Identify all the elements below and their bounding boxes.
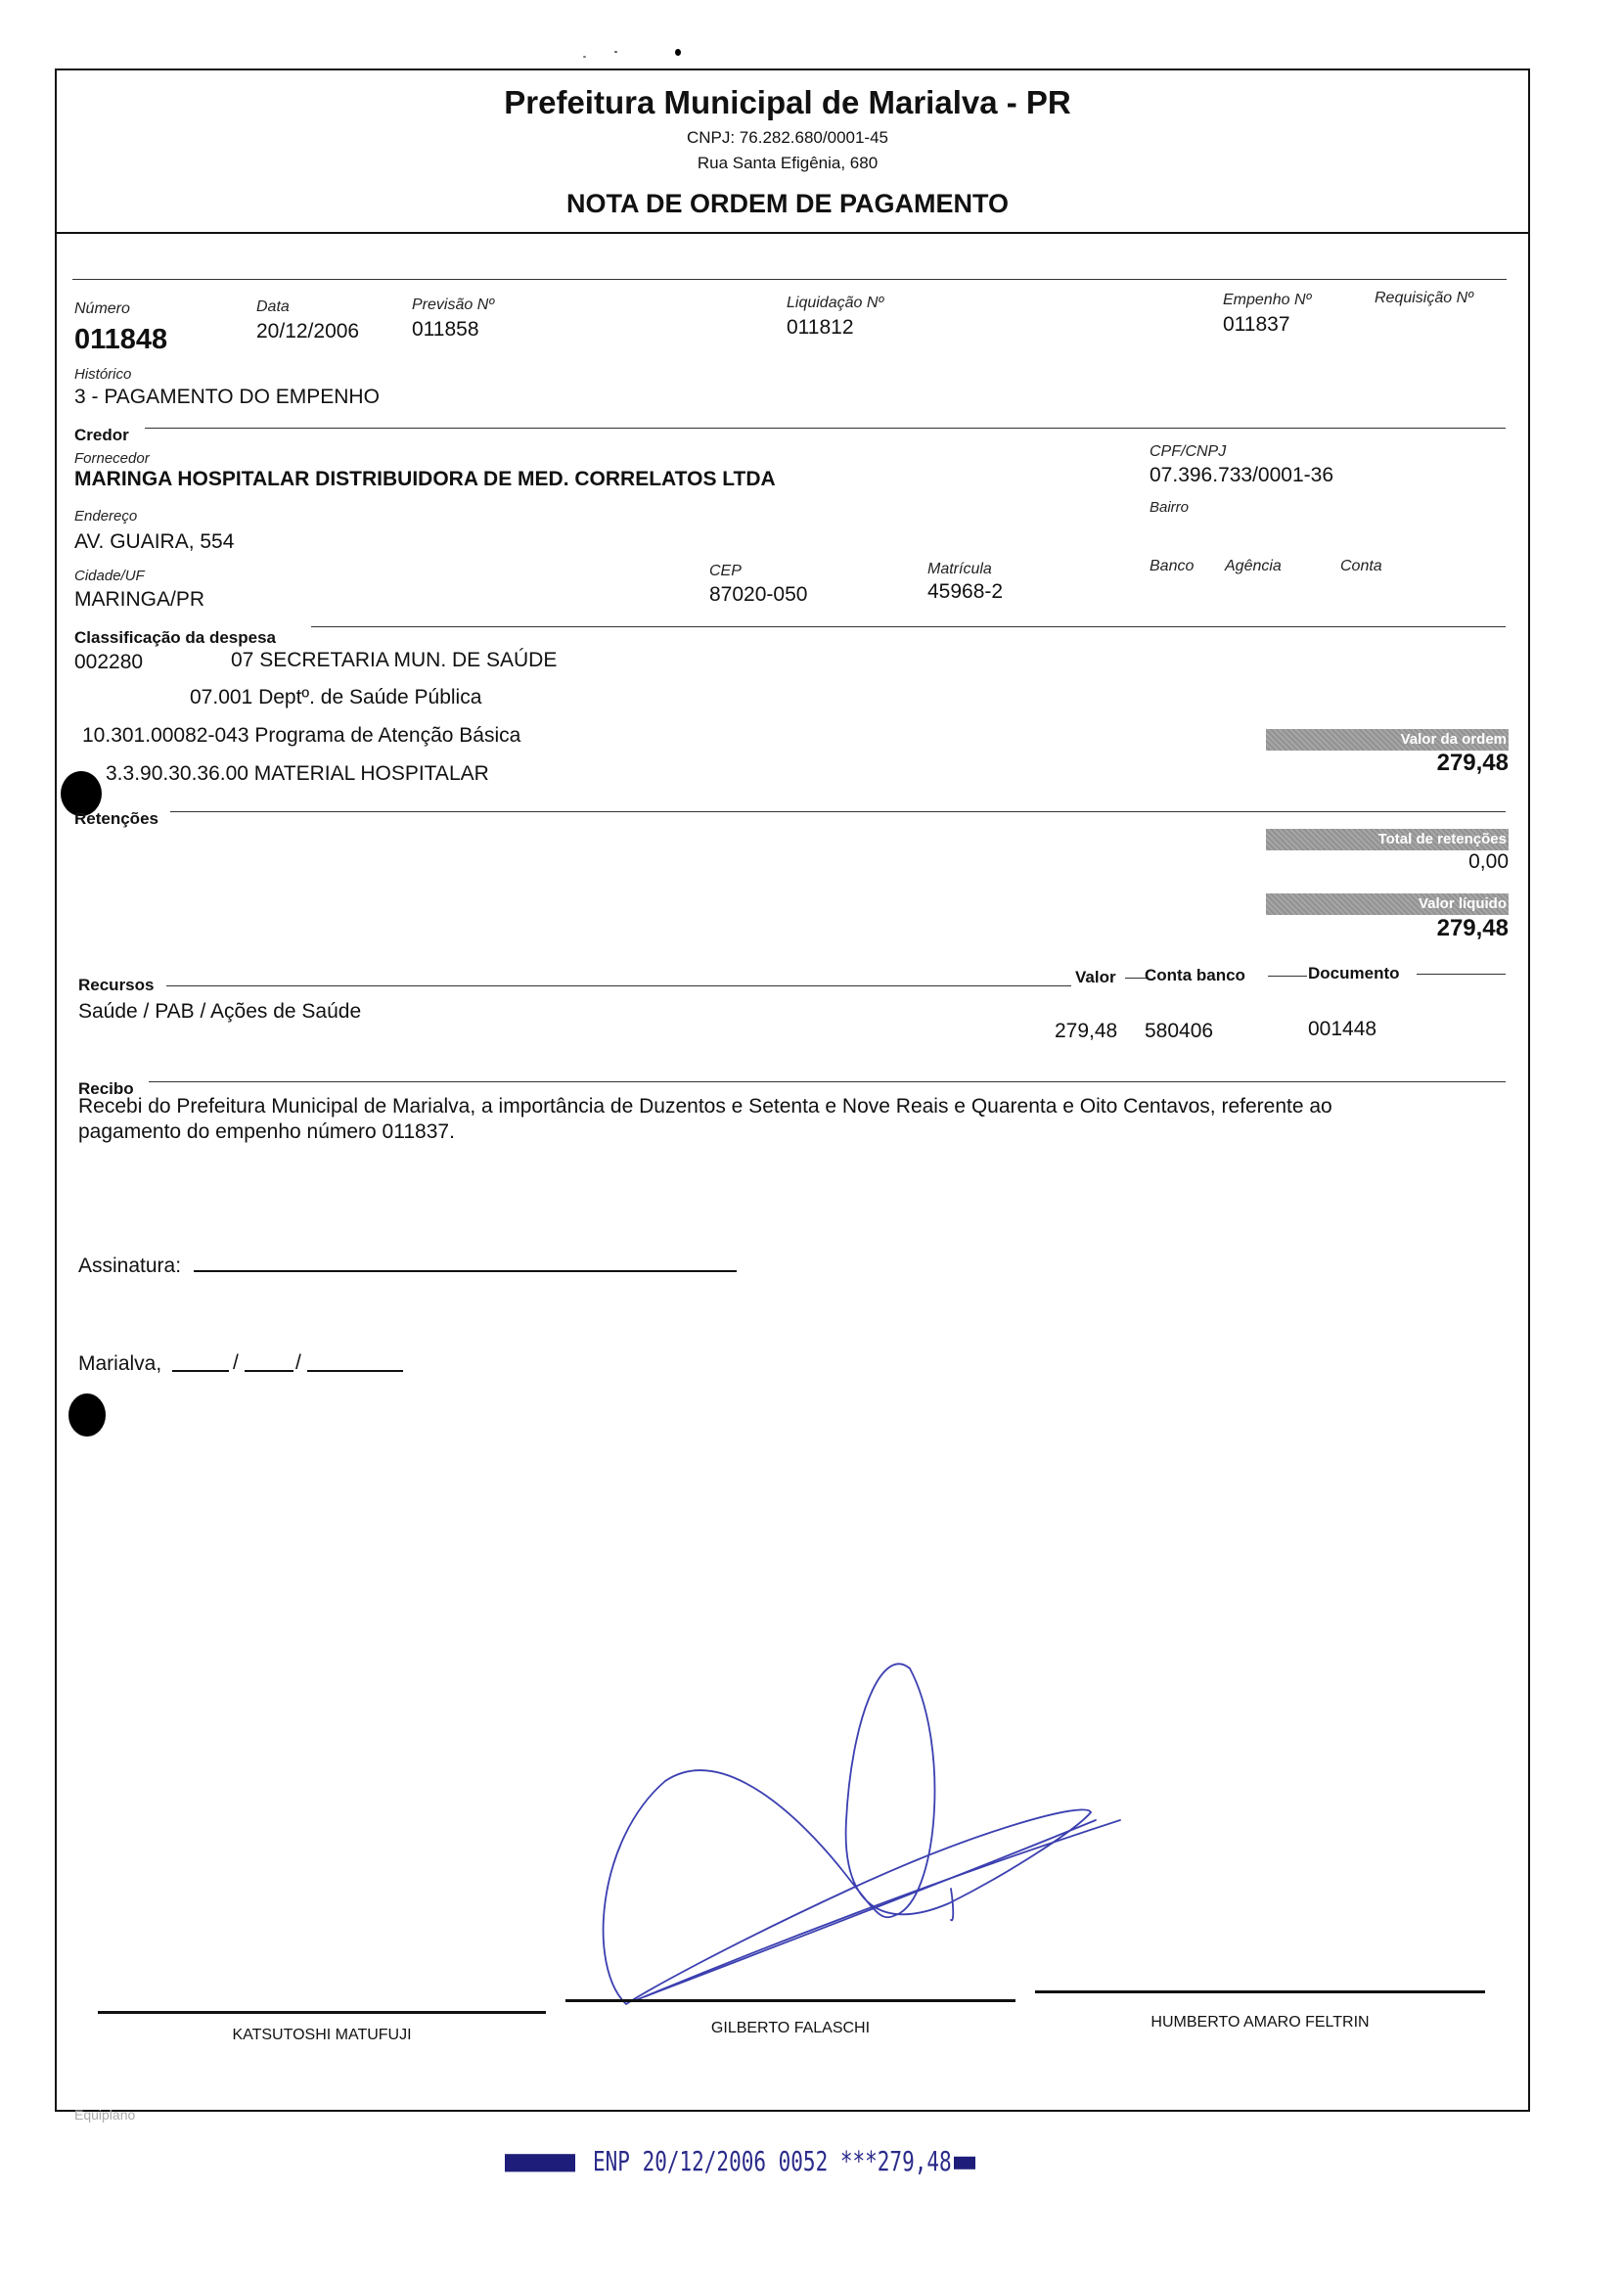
matricula-value: 45968-2 bbox=[927, 580, 1004, 603]
cidade-value: MARINGA/PR bbox=[74, 588, 205, 611]
total-retencoes-label: Total de retenções bbox=[1266, 829, 1509, 850]
municipality-cnpj: CNPJ: 76.282.680/0001-45 bbox=[686, 128, 889, 147]
credor-section-title: Credor bbox=[74, 426, 129, 444]
fornecedor-label: Fornecedor bbox=[74, 450, 150, 467]
ink-blot bbox=[68, 1393, 106, 1437]
empenho-value: 011837 bbox=[1223, 313, 1290, 336]
classificacao-line1: 07 SECRETARIA MUN. DE SAÚDE bbox=[231, 649, 558, 671]
credor-divider bbox=[145, 428, 1506, 429]
signature-line-1 bbox=[98, 2011, 546, 2014]
recursos-valor-label: Valor bbox=[1075, 968, 1116, 986]
numero-label: Número bbox=[74, 300, 130, 317]
recibo-divider bbox=[149, 1081, 1506, 1082]
municipality-address: Rua Santa Efigênia, 680 bbox=[697, 154, 879, 172]
assinatura-label: Assinatura: bbox=[78, 1255, 182, 1277]
municipality-title: Prefeitura Municipal de Marialva - PR bbox=[504, 84, 1071, 120]
classificacao-line4: 3.3.90.30.36.00 MATERIAL HOSPITALAR bbox=[106, 762, 489, 785]
classificacao-divider bbox=[311, 626, 1506, 627]
numero-value: 011848 bbox=[74, 324, 168, 355]
signatory-2: GILBERTO FALASCHI bbox=[710, 2020, 871, 2036]
total-retencoes-value: 0,00 bbox=[1468, 850, 1509, 873]
classificacao-section-title: Classificação da despesa bbox=[74, 628, 277, 647]
recursos-conta: 580406 bbox=[1145, 1020, 1214, 1042]
cpf-label: CPF/CNPJ bbox=[1150, 443, 1227, 460]
local-label: Marialva, bbox=[78, 1352, 162, 1375]
valor-liquido-value: 279,48 bbox=[1436, 915, 1509, 941]
classificacao-line3: 10.301.00082-043 Programa de Atenção Básica bbox=[82, 724, 521, 747]
valor-liquido-label: Valor líquido bbox=[1266, 893, 1509, 915]
header-divider bbox=[57, 232, 1528, 234]
signature-line-2 bbox=[565, 1999, 1015, 2002]
signatory-1: KATSUTOSHI MATUFUJI bbox=[232, 2027, 412, 2043]
scan-dot bbox=[583, 56, 586, 58]
recursos-documento-label: Documento bbox=[1308, 964, 1400, 982]
date-slash-1: / bbox=[233, 1351, 239, 1374]
bairro-label: Bairro bbox=[1150, 499, 1190, 516]
previsao-value: 011858 bbox=[412, 318, 479, 341]
date-slash-2: / bbox=[295, 1351, 301, 1374]
recibo-text-line2: pagamento do empenho número 011837. bbox=[78, 1120, 455, 1143]
cep-label: CEP bbox=[709, 563, 742, 579]
liquidacao-label: Liquidação Nº bbox=[787, 295, 884, 311]
date-year-line[interactable] bbox=[307, 1370, 403, 1372]
recursos-valor: 279,48 bbox=[1055, 1020, 1118, 1042]
stamp-text: ENP 20/12/2006 0052 ***279,48 bbox=[593, 2146, 952, 2177]
retencoes-section-title: Retenções bbox=[74, 809, 158, 828]
recursos-divider-c bbox=[1268, 976, 1307, 977]
recursos-documento: 001448 bbox=[1308, 1018, 1377, 1040]
endereco-value: AV. GUAIRA, 554 bbox=[74, 530, 235, 553]
recursos-conta-label: Conta banco bbox=[1145, 966, 1245, 984]
recibo-text-line1: Recebi do Prefeitura Municipal de Marialva, a importância de Duzentos e Setenta e Nove Reais e Quarenta e Oito Centavos, referente ao bbox=[78, 1095, 1332, 1118]
document-title: NOTA DE ORDEM DE PAGAMENTO bbox=[565, 189, 1009, 218]
recursos-divider-d bbox=[1417, 974, 1506, 975]
valor-ordem-label: Valor da ordem bbox=[1266, 729, 1509, 751]
recursos-divider-b bbox=[1125, 978, 1147, 979]
agencia-label: Agência bbox=[1225, 558, 1282, 574]
banco-label: Banco bbox=[1150, 558, 1195, 574]
cidade-label: Cidade/UF bbox=[74, 568, 145, 584]
endereco-label: Endereço bbox=[74, 508, 138, 525]
data-value: 20/12/2006 bbox=[256, 320, 360, 342]
recibo-section-title: Recibo bbox=[78, 1079, 134, 1098]
date-day-line[interactable] bbox=[172, 1370, 229, 1372]
cpf-value: 07.396.733/0001-36 bbox=[1150, 464, 1334, 486]
cep-value: 87020-050 bbox=[709, 583, 808, 606]
requisicao-label: Requisição Nº bbox=[1375, 290, 1473, 306]
bank-stamp bbox=[505, 2146, 975, 2176]
retencoes-divider bbox=[170, 811, 1506, 812]
recursos-divider-a bbox=[166, 985, 1071, 986]
liquidacao-value: 011812 bbox=[787, 316, 854, 339]
stamp-logo-icon bbox=[505, 2154, 575, 2171]
valor-ordem-value: 279,48 bbox=[1436, 750, 1509, 776]
empenho-label: Empenho Nº bbox=[1223, 292, 1312, 308]
document-frame bbox=[55, 68, 1530, 2112]
conta-label: Conta bbox=[1340, 558, 1382, 574]
data-label: Data bbox=[256, 298, 290, 315]
historico-label: Histórico bbox=[74, 366, 132, 383]
fornecedor-value: MARINGA HOSPITALAR DISTRIBUIDORA DE MED. CORRELATOS LTDA bbox=[74, 468, 776, 490]
recursos-section-title: Recursos bbox=[78, 976, 155, 994]
recursos-descricao: Saúde / PAB / Ações de Saúde bbox=[78, 1000, 362, 1023]
previsao-label: Previsão Nº bbox=[412, 297, 495, 313]
software-brand: Equiplano bbox=[74, 2107, 136, 2123]
matricula-label: Matrícula bbox=[927, 561, 992, 577]
ids-top-divider bbox=[72, 279, 1507, 280]
scan-dot bbox=[614, 51, 617, 53]
classificacao-line2: 07.001 Deptº. de Saúde Pública bbox=[190, 686, 482, 708]
historico-value: 3 - PAGAMENTO DO EMPENHO bbox=[74, 386, 380, 408]
signature-line-3 bbox=[1035, 1990, 1485, 1993]
assinatura-line[interactable] bbox=[194, 1270, 737, 1272]
classificacao-code: 002280 bbox=[74, 651, 144, 673]
scan-dot bbox=[675, 49, 681, 56]
stamp-tail-icon bbox=[954, 2157, 975, 2169]
signatory-3: HUMBERTO AMARO FELTRIN bbox=[1150, 2014, 1370, 2031]
date-month-line[interactable] bbox=[245, 1370, 293, 1372]
